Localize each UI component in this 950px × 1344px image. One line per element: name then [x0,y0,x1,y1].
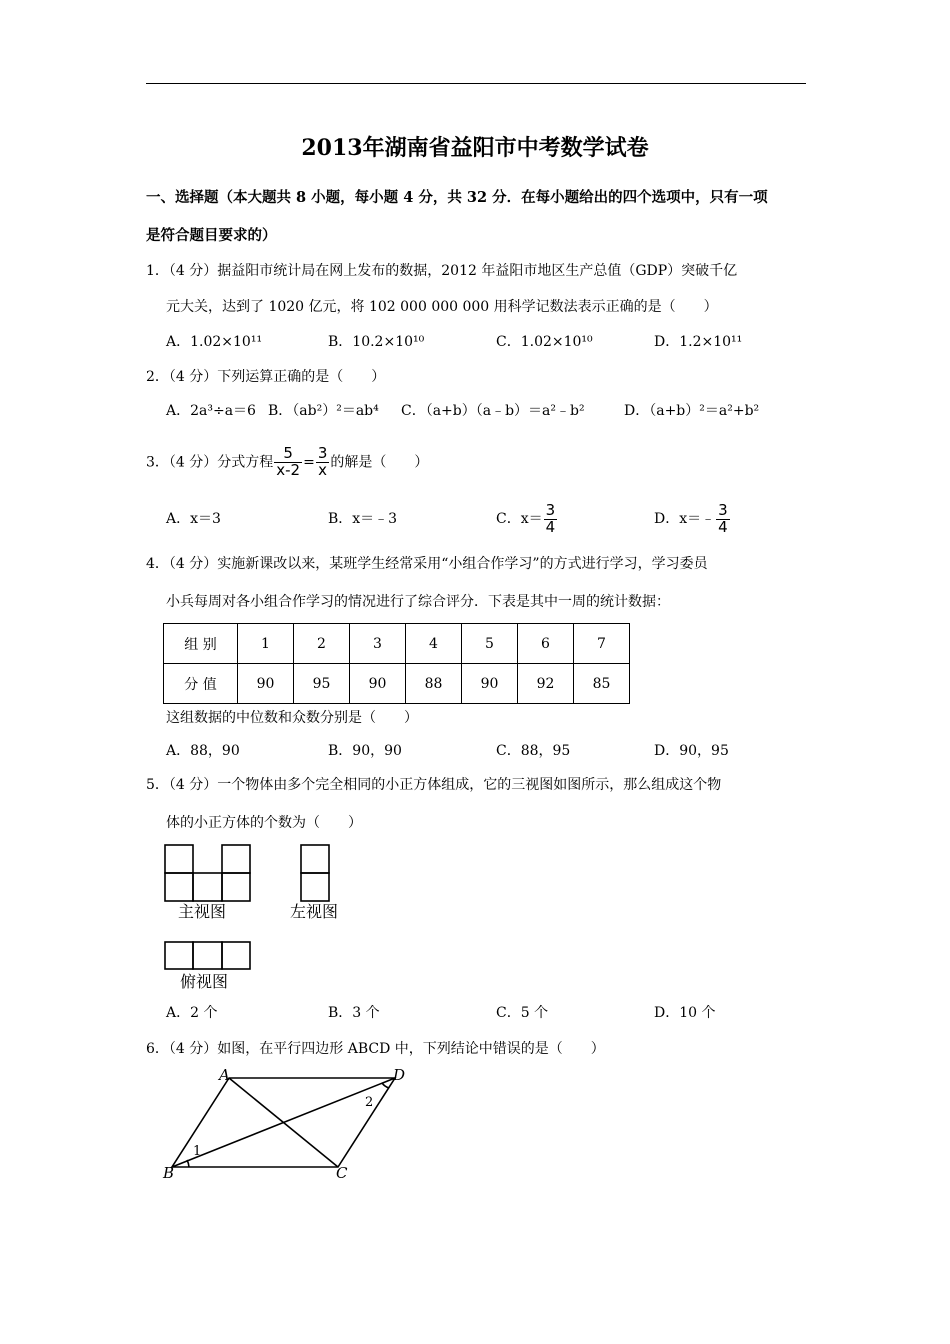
vertex-a-label: A [219,1066,230,1084]
angle-2-label: 2 [365,1095,374,1110]
parallelogram-drawing [172,1078,395,1167]
q3-option-d-numerator: 3 [718,500,728,519]
section-heading: 一、选择题（本大题共 8 小题，每小题 4 分，共 32 分．在每小题给出的四个选项中，只有一项 [146,189,768,206]
q4-option-b: B．90，90 [328,743,402,759]
table-header-score: 分 值 [164,664,238,704]
q3-option-c-denominator: 4 [545,517,556,536]
q2-stem: 2．（4 分）下列运算正确的是（ ） [146,369,386,385]
q3-frac1-denominator: x-2 [276,460,301,479]
q3-option-d-prefix: D．x＝﹣ [654,511,716,527]
table-cell: 85 [574,664,630,704]
left-view-label: 左视图 [290,902,339,921]
table-cell: 5 [462,624,518,664]
q5-option-d: D．10 个 [654,1005,716,1021]
q5-option-c: C．5 个 [496,1005,549,1021]
q5-option-a: A．2 个 [166,1005,218,1021]
q2-option-c: C．（a+b）（a﹣b）＝a²﹣b² [401,403,585,419]
q3-option-c-numerator: 3 [545,500,556,519]
front-view-label: 主视图 [178,902,227,921]
table-cell: 90 [238,664,294,704]
q3-option-c-prefix: C．x＝ [496,511,543,527]
q3-frac2-denominator: x [318,460,328,479]
table-cell: 3 [350,624,406,664]
q4-option-d: D．90，95 [654,743,729,759]
q1-option-b: B．10.2×10¹⁰ [328,334,425,350]
q2-option-d: D．（a+b）²＝a²+b² [624,403,760,419]
page-title: 2013年湖南省益阳市中考数学试卷 [301,135,649,161]
angle-1-label: 1 [193,1144,202,1159]
q4-option-a: A．88，90 [166,743,240,759]
vertex-c-label: C [336,1164,348,1182]
q4-option-c: C．88，95 [496,743,571,759]
q5-stem: 5．（4 分）一个物体由多个完全相同的小正方体组成，它的三视图如图所示，那么组成这个物 [146,777,722,793]
q3-stem-suffix: 的解是（ ） [330,454,429,471]
q3-equals: = [303,454,315,471]
table-cell: 4 [406,624,462,664]
q3-option-a: A．x＝3 [166,511,221,527]
table-header-group: 组 别 [164,624,238,664]
table-cell: 2 [294,624,350,664]
table-cell: 92 [518,664,574,704]
table-cell: 6 [518,624,574,664]
q2-option-a: A．2a³÷a＝6 [166,403,256,419]
q4-question: 这组数据的中位数和众数分别是（ ） [166,710,418,726]
q3-frac1-numerator: 5 [274,446,302,463]
q3-option-b: B．x＝﹣3 [328,511,398,527]
q1-option-d: D．1.2×10¹¹ [654,334,743,350]
table-cell: 90 [462,664,518,704]
q5-option-b: B．3 个 [328,1005,380,1021]
table-cell: 7 [574,624,630,664]
q1-stem-cont: 元大关，达到了 1020 亿元，将 102 000 000 000 用科学记数法表示正确的是（ ） [166,299,718,315]
q5-stem-cont: 体的小正方体的个数为（ ） [166,815,362,831]
q4-stem-cont: 小兵每周对各小组合作学习的情况进行了综合评分．下表是其中一周的统计数据： [166,594,670,610]
q1-option-a: A．1.02×10¹¹ [166,334,263,350]
q2-option-b: B．（ab²）²＝ab⁴ [268,403,379,419]
top-view-label: 俯视图 [180,972,229,991]
q3-option-d-denominator: 4 [718,517,728,536]
q1-stem: 1．（4 分）据益阳市统计局在网上发布的数据，2012 年益阳市地区生产总值（GDP）突破千亿 [146,263,738,279]
vertex-d-label: D [393,1066,406,1084]
table-cell: 88 [406,664,462,704]
q3-stem-prefix: 3．（4 分）分式方程 [146,454,274,471]
vertex-b-label: B [163,1164,175,1182]
q4-stem: 4．（4 分）实施新课改以来，某班学生经常采用“小组合作学习”的方式进行学习，学习委员 [146,556,708,572]
table-cell: 1 [238,624,294,664]
table-cell: 90 [350,664,406,704]
table-cell: 95 [294,664,350,704]
q6-stem: 6．（4 分）如图，在平行四边形 ABCD 中，下列结论中错误的是（ ） [146,1041,605,1057]
section-heading-cont: 是符合题目要求的） [146,227,277,244]
q3-frac2-numerator: 3 [317,444,328,462]
q1-option-c: C．1.02×10¹⁰ [496,334,593,350]
